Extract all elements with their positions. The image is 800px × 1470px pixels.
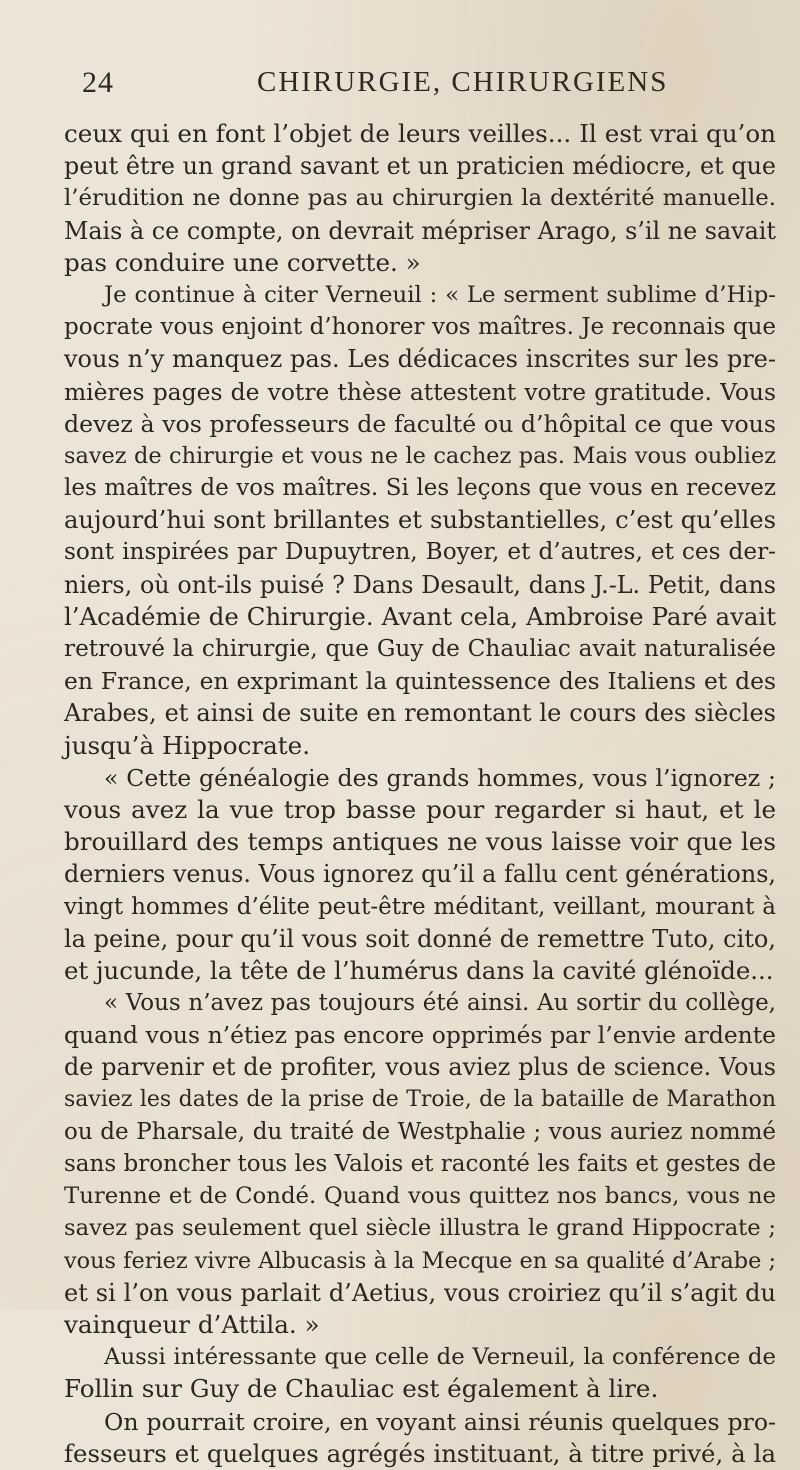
text-line: de parvenir et de profiter, vous aviez plus de science. Vous xyxy=(64,1053,776,1082)
text-line: Follin sur Guy de Chauliac est également à lire. xyxy=(64,1374,659,1404)
text-line: aujourd’hui sont brillantes et substantielles, c’est qu’elles xyxy=(64,506,776,535)
body-text xyxy=(64,118,776,1470)
text-line: mières pages de votre thèse attestent votre gratitude. Vous xyxy=(64,377,776,406)
text-line: ceux qui en font l’objet de leurs veilles... Il est vrai qu’on xyxy=(64,119,776,148)
text-line: « Vous n’avez pas toujours été ainsi. Au sortir du collège, xyxy=(104,990,776,1017)
text-line: jusqu’à Hippocrate. xyxy=(64,730,311,760)
text-line: en France, en exprimant la quintessence des Italiens et des xyxy=(64,667,776,696)
text-line: et jucunde, la tête de l’humérus dans la cavité glénoïde... xyxy=(64,955,774,985)
text-line: devez à vos professeurs de faculté ou d’hôpital ce que vous xyxy=(64,409,776,438)
text-line: On pourrait croire, en voyant ainsi réunis quelques pro- xyxy=(104,1407,776,1436)
text-line: brouillard des temps antiques ne vous laisse voir que les xyxy=(64,827,776,857)
text-line: ou de Pharsale, du traité de Westphalie ; vous auriez nommé xyxy=(64,1118,776,1145)
text-line: fesseurs et quelques agrégés instituant, à titre privé, à la xyxy=(64,1438,776,1468)
text-line: niers, où ont-ils puisé ? Dans Desault, dans J.-L. Petit, dans xyxy=(64,570,776,599)
text-line: Arabes, et ainsi de suite en remontant le cours des siècles xyxy=(64,699,776,728)
text-line: les maîtres de vos maîtres. Si les leçons que vous en recevez xyxy=(64,475,776,502)
text-line: vingt hommes d’élite peut-être méditant, veillant, mourant à xyxy=(64,893,776,920)
text-line: vous feriez vivre Albucasis à la Mecque en sa qualité d’Arabe ; xyxy=(64,1247,776,1274)
text-line: Je continue à citer Verneuil : « Le serment sublime d’Hip- xyxy=(104,281,776,308)
running-head: CHIRURGIE, CHIRURGIENS xyxy=(257,66,669,98)
text-line: l’érudition ne donne pas au chirurgien la dextérité manuelle. xyxy=(64,185,776,212)
text-line: sont inspirées par Dupuytren, Boyer, et d’autres, et ces der- xyxy=(64,538,776,566)
text-line: vainqueur d’Attila. » xyxy=(64,1309,320,1339)
text-line: saviez les dates de la prise de Troie, de la bataille de Marathon xyxy=(64,1086,776,1112)
text-line: savez de chirurgie et vous ne le cachez pas. Mais vous oubliez xyxy=(64,442,776,469)
text-line: quand vous n’étiez pas encore opprimés par l’envie ardente xyxy=(64,1021,776,1050)
text-line: pas conduire une corvette. » xyxy=(64,247,421,277)
text-line: Turenne et de Condé. Quand vous quittez nos bancs, vous ne xyxy=(64,1183,776,1210)
text-line: « Cette généalogie des grands hommes, vous l’ignorez ; xyxy=(104,763,776,792)
text-line: vous n’y manquez pas. Les dédicaces inscrites sur les pre- xyxy=(64,345,776,374)
text-line: l’Académie de Chirurgie. Avant cela, Ambroise Paré avait xyxy=(64,601,776,631)
text-line: vous avez la vue trop basse pour regarder si haut, et le xyxy=(64,794,776,824)
text-line: derniers venus. Vous ignorez qu’il a fallu cent générations, xyxy=(64,860,776,889)
text-line: la peine, pour qu’il vous soit donné de remettre Tuto, cito, xyxy=(64,924,776,953)
page-number: 24 xyxy=(82,66,114,99)
text-line: Mais à ce compte, on devrait mépriser Arago, s’il ne savait xyxy=(64,216,776,245)
text-line: pocrate vous enjoint d’honorer vos maîtres. Je reconnais que xyxy=(64,314,776,341)
text-line: et si l’on vous parlait d’Aetius, vous croiriez qu’il s’agit du xyxy=(64,1278,776,1307)
page-header xyxy=(82,66,722,106)
text-line: savez pas seulement quel siècle illustra le grand Hippocrate ; xyxy=(64,1215,776,1242)
text-line: retrouvé la chirurgie, que Guy de Chauliac avait naturalisée xyxy=(64,635,776,662)
text-line: sans broncher tous les Valois et raconté les faits et gestes de xyxy=(64,1151,776,1177)
text-line: peut être un grand savant et un praticien médiocre, et que xyxy=(64,152,776,181)
text-line: Aussi intéressante que celle de Verneuil, la conférence de xyxy=(104,1344,776,1371)
